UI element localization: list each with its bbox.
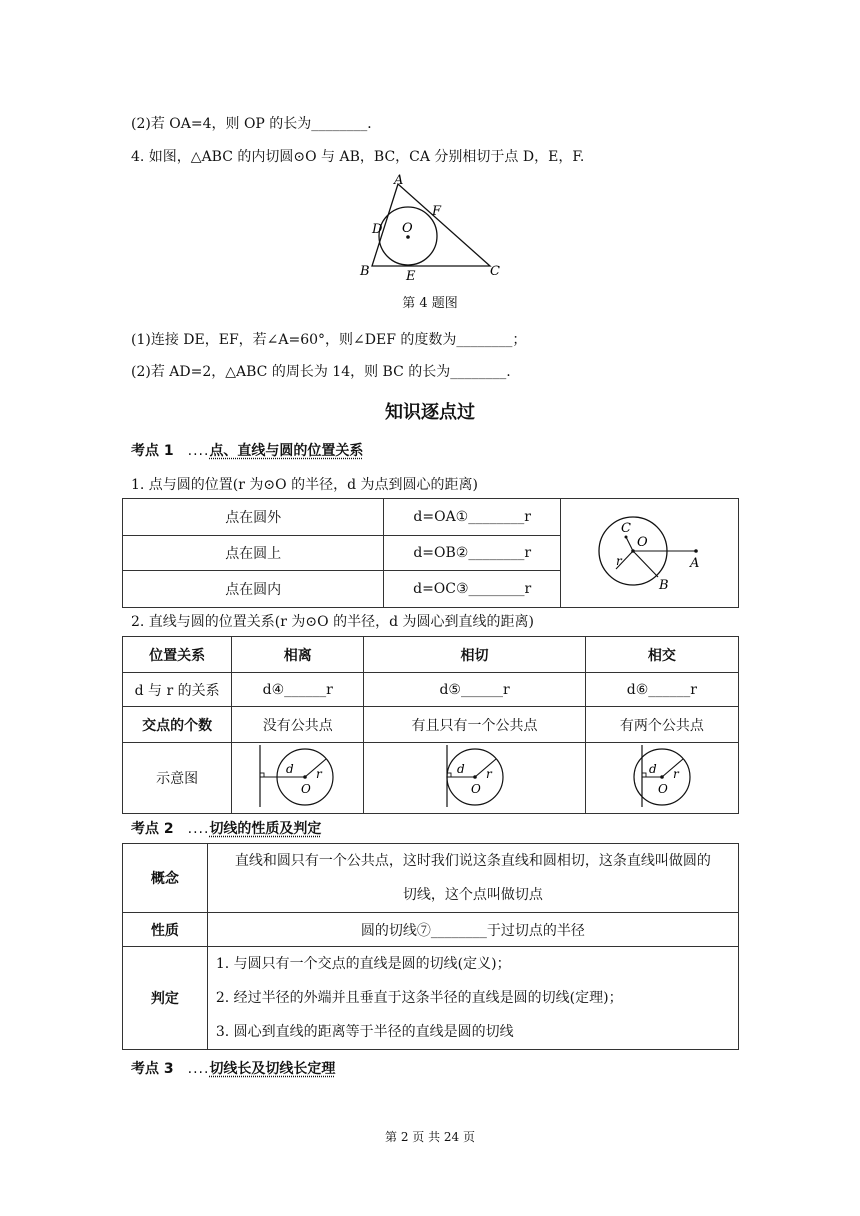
table-cell: d=OC③________r	[384, 571, 561, 608]
point-position-table	[122, 498, 739, 608]
kaodian-label: 考点 2	[131, 821, 174, 837]
separate-diagram-cell	[232, 743, 364, 814]
table-row-label: d 与 r 的关系	[123, 673, 232, 707]
table-row-label: 性质	[123, 913, 208, 947]
kaodian-3-heading	[131, 1058, 335, 1078]
label-O: O	[301, 782, 312, 796]
label-d: d	[286, 762, 294, 776]
judge-item: 1. 与圆只有一个交点的直线是圆的切线(定义)；	[215, 956, 511, 972]
kaodian-label: 考点 3	[131, 1061, 174, 1077]
label-C: C	[620, 521, 631, 536]
label-F: F	[432, 204, 442, 219]
table-row-label: 概念	[123, 844, 208, 913]
question-3-part-2: (2)若 OA=4，则 OP 的长为________．	[131, 116, 382, 132]
tangent-diagram-cell	[364, 743, 585, 814]
label-O: O	[470, 782, 481, 796]
figure-caption: 第 4 题图	[402, 296, 458, 311]
line-circle-subtitle: 2. 直线与圆的位置关系(r 为⊙O 的半径，d 为圆心到直线的距离)	[131, 614, 534, 630]
property-cell: 圆的切线⑦________于过切点的半径	[207, 913, 738, 947]
label-r: r	[316, 767, 323, 781]
point-circle-subtitle: 1. 点与圆的位置(r 为⊙O 的半径，d 为点到圆心的距离)	[131, 477, 478, 493]
kaodian-dots: ....	[187, 443, 210, 459]
table-cell: 点在圆外	[123, 499, 384, 536]
table-header: 相离	[232, 637, 364, 673]
label-r: r	[485, 767, 492, 781]
label-A: A	[394, 173, 404, 188]
kaodian-dots: ....	[187, 821, 210, 837]
table-header: 相交	[585, 637, 738, 673]
table-cell: d④______r	[232, 673, 364, 707]
page-footer: 第 2 页 共 24 页	[385, 1130, 475, 1144]
question-4-part-2: (2)若 AD=2，△ABC 的周长为 14，则 BC 的长为________.	[131, 364, 511, 380]
table-cell: 点在圆上	[123, 535, 384, 571]
table-row-label: 交点的个数	[123, 707, 232, 743]
line-position-table	[122, 636, 739, 814]
line-tangent-diagram	[365, 743, 585, 809]
point-position-diagram-cell	[560, 499, 738, 608]
table-cell: d⑤______r	[364, 673, 585, 707]
kaodian-title: 切线的性质及判定	[209, 821, 322, 837]
concept-line-1: 直线和圆只有一个公共点，这时我们说这条直线和圆相切，这条直线叫做圆的	[234, 853, 711, 869]
judge-cell	[207, 947, 738, 1050]
table-cell: 有且只有一个公共点	[364, 707, 585, 743]
line-intersect-diagram	[586, 743, 738, 809]
table-header: 位置关系	[123, 637, 232, 673]
section-title: 知识逐点过	[385, 402, 475, 423]
line-separate-diagram	[232, 743, 363, 809]
table-row-label: 示意图	[123, 743, 232, 814]
kaodian-label: 考点 1	[131, 443, 174, 459]
point-position-diagram	[561, 499, 738, 603]
table-cell: 点在圆内	[123, 571, 384, 608]
label-O: O	[657, 782, 668, 796]
table-cell: d=OA①________r	[384, 499, 561, 536]
label-d: d	[456, 762, 465, 776]
table-row-label: 判定	[123, 947, 208, 1050]
kaodian-dots: ....	[187, 1061, 210, 1077]
kaodian-2-heading	[131, 818, 321, 838]
label-E: E	[406, 269, 416, 284]
label-D: D	[372, 222, 383, 237]
label-B: B	[360, 264, 370, 279]
concept-cell	[207, 844, 738, 913]
table-cell: 有两个公共点	[585, 707, 738, 743]
kaodian-1-heading	[131, 440, 363, 460]
label-O: O	[636, 535, 648, 550]
label-A: A	[689, 556, 700, 571]
question-4-part-1: (1)连接 DE，EF，若∠A=60°，则∠DEF 的度数为________；	[131, 332, 527, 348]
question-4-stem: 4. 如图，△ABC 的内切圆⊙O 与 AB，BC，CA 分别相切于点 D，E，F.	[131, 149, 585, 165]
triangle-incircle-figure	[350, 170, 510, 288]
label-d: d	[648, 762, 657, 776]
tangent-property-table	[122, 843, 739, 1050]
label-r: r	[672, 767, 679, 781]
table-cell: 没有公共点	[232, 707, 364, 743]
label-B: B	[658, 578, 669, 593]
label-C: C	[490, 264, 500, 279]
concept-line-2: 切线，这个点叫做切点	[402, 887, 543, 903]
table-cell: d⑥______r	[585, 673, 738, 707]
label-r: r	[615, 554, 622, 568]
table-cell: d=OB②________r	[384, 535, 561, 571]
judge-item: 2. 经过半径的外端并且垂直于这条半径的直线是圆的切线(定理)；	[215, 990, 623, 1006]
kaodian-title: 点、直线与圆的位置关系	[209, 443, 364, 459]
judge-item: 3. 圆心到直线的距离等于半径的直线是圆的切线	[215, 1024, 514, 1040]
intersect-diagram-cell	[585, 743, 738, 814]
label-O: O	[402, 221, 413, 236]
table-header: 相切	[364, 637, 585, 673]
kaodian-title: 切线长及切线长定理	[209, 1061, 336, 1077]
